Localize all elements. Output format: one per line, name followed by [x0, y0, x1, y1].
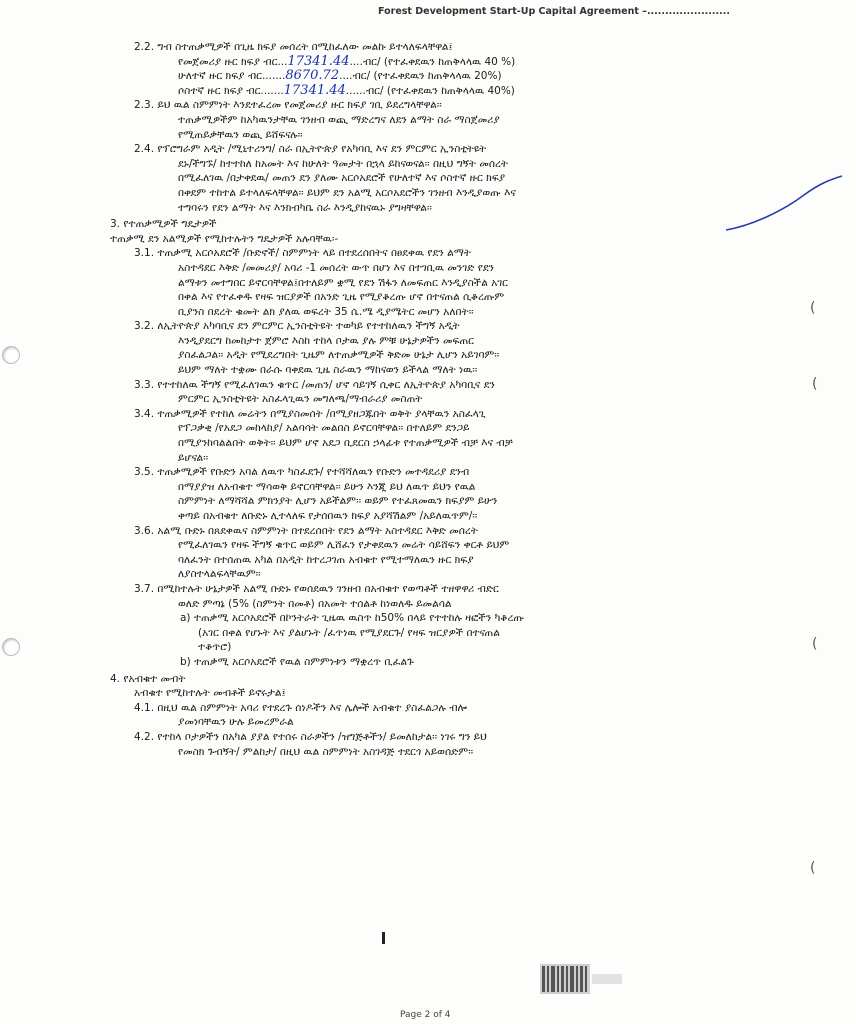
- page-header: Forest Development Start-Up Capital Agreement –.......................: [378, 6, 730, 17]
- payment-line-2: ሁለተኛ ዙር ክፍያ ብር.......8670.72....ብር/ (የተፈቀደዉን ከጠቅላላዉ 20%): [178, 69, 502, 84]
- text-line: ለያስተላልፍላቸዉም፡፡: [178, 568, 261, 581]
- text-line: ባለፈንት በተሰጠዉ አካል በአዲት ከተረጋገጠ አብቁተ የሚተማለዉን ዙር ክፍያ: [178, 553, 474, 566]
- text-line: 4.1. በዚህ ዉል ስምምነት አባሪ የተደረጉ ሰነዶችን እና ሌሎች አብቁተ ያስፈልጋሉ ብሎ: [134, 701, 468, 714]
- text-line: ደኑ/ችግኙ/ ከተተከለ ከአመት እና ከሁለት ዓመታት በኋላ ይከናወናል፡፡ በዚህ ግኝት መሰረት: [178, 157, 508, 170]
- text-line: የመስክ ጉብኝት/ ምልከታ/ በዚህ ዉል ስምምነት አስገዳጅ ተደርጎ አይወሰድም፡፡: [178, 745, 474, 758]
- text-line: ቀጣይ በአብቁተ ለቡድኑ ሊተላለፍ የታሰበዉን ክፍያ አያሻሽልም /አይለዉጥም/፡፡: [178, 510, 478, 522]
- text-line: የፕጋቃቂ /የአደጋ መከላከያ/ አልባሳት መልበስ ይኖርባቸዋል፡፡ በተለይም ደንጋይ: [178, 422, 470, 435]
- text-line: ያመነባቸዉን ሁሉ ይመረምራል: [178, 716, 294, 729]
- text-line: ተጠቃሚዎችም ከአካዉንታቸዉ ገንዘብ ወጪ ማድረግና ለደን ልማት ስራ ማስጀመሪያ: [178, 113, 500, 126]
- text-cursor-mark: [382, 932, 385, 944]
- text-line: በሚፈለገዉ /በታቀደዉ/ መጠን ደን ያለሙ አርሶአደሮች የሁለተኛ እና ሶስተኛ ዙር ክፍያ: [178, 172, 506, 185]
- handwritten-amount: 8670.72: [285, 69, 340, 84]
- text-line: (አገር በቀል የሆኑት እና ያልሆኑት /ፈጥነዉ የሚያደርጉ/ የዛፍ ዝርያዎች በተናጠል: [198, 626, 500, 639]
- text-line: 3.5. ተጠቃሚዎች የቡድን አባል ለዉጥ ካስፈደጉ/ የተሻሻለዉን የቡድን መተዳደሪያ ደንብ: [134, 466, 470, 479]
- barcode-stamp: [536, 960, 626, 1002]
- section-heading: 3. የተጠቃሚዎች ግዴታዎች: [110, 218, 217, 231]
- text-line: ምርምር ኢንስቲትዩት አስፈላጊዉን መግለጫ/ማብራሪያ መስጠት: [178, 393, 423, 406]
- text-line: በማያያዝ ለአብቁተ ማሳወቅ ይኖርባቸዋል፡፡ ይሁን እንጂ ይህ ለዉጥ ይህን የዉል: [178, 480, 476, 493]
- text-line: 3.4. ተጠቃሚዎች የተከለ መሬትን በሚያስመሰት /በሚያዘጋጁበት ወቅት ያላቸዉን አስፈላጊ: [134, 407, 486, 420]
- text-line: 4.2. የተከላ ቦታዎችን በአካል ያያል የተሰሩ ስራዎችን /ዝግጅቶችን/ ይመለከታል፡፡ ነገሩ ግን ይህ: [134, 730, 487, 743]
- document-body: [110, 40, 800, 759]
- text-line: 3.1. ተጠቃሚ አርሶአደሮች /ቡድኖች/ ስምምነት ላይ በተደረሰበትና በፀደቀዉ የደን ልማት: [134, 247, 471, 260]
- text-line: አብቁተ የሚከተሉት መብቶች ይኖሩታል፤: [134, 687, 286, 700]
- text-line: በቀደም ተከተል ይተላለፍላቸዋል፡፡ ይህም ደን አልሚ አርሶአደሮችን ገንዘብ እንዲያወጡ እና: [178, 186, 516, 199]
- margin-mark: (: [810, 860, 816, 876]
- text-line: 3.2. ለኢትዮጵያ አካባቢና ደን ምርምር ኢንስቲትዩት ተወካይ የተተከለዉን ችግኝ አዲት: [134, 320, 460, 333]
- text-line: እንዲያደርግ ከመከታተ ጀምሮ እስከ ተከላ ቦታዉ ያሉ ምቹ ሁኔታዎችን መፍጠር: [178, 334, 474, 347]
- text-line: ያስፈልጋል፡፡ አዲት የሚደረግበት ጊዜም ለተጠቃሚዎች ቅድመ ሁኔታ ሊሆን አይገባም፡፡: [178, 349, 500, 362]
- text-line: ተቆጥሮ): [198, 641, 232, 654]
- text-line: ቢያንስ በደረት ቁመት ልክ ያለዉ ወፍረት 35 ሴ.ሜ ዲያሜትር መሆን አለበት፡፡: [178, 305, 474, 318]
- list-item: b) ተጠቃሚ አርሶአደሮች የዉል ስምምነቱን ማቋረጥ ቢፈልጉ: [180, 655, 414, 668]
- text-line: የሚጠይቃቸዉን ወጪ ይሸፍናሉ፡፡: [178, 128, 303, 141]
- text-line: የሚፈለገዉን የዛፍ ችግኝ ቁጥር ወይም ሊሸፈን የታቀደዉን መሬት ሳይሸፍን ቀርቶ ይህም: [178, 539, 510, 552]
- text-line: ይህም ማለት ተቋሙ በራሱ ባቀደዉ ጊዜ ስራዉን ማከናወን ይችላል ማለት ነዉ፡፡: [178, 364, 478, 377]
- handwritten-amount: 17341.44: [287, 54, 350, 69]
- text-line: ልማቱን መተግበር ይኖርባቸዋል፤በተለይም ቋሚ የደን ሽፋን ለመፍጠር እንዲያስችል አገር: [178, 276, 508, 289]
- header-title: Forest Development Start-Up Capital Agreement –: [378, 6, 647, 17]
- text-line: ይሆናል፡፡: [178, 451, 209, 464]
- text-line: 3.6. አልሚ ቡድኑ በጸደቀዉና ስምምነት በተደረሰበት የደን ልማት አስተዳደር እቅድ መሰረት: [134, 524, 478, 537]
- text-line: ተጠቃሚ ደን አልሚዎች የሚከተሉትን ግዴታዎች አሉባቸዉ፡-: [110, 232, 339, 245]
- text-line: አስተዳደር እቅድ /መመሪያ/ አባሪ -1 መሰረት ውጥ በሆነ እና በተገቢዉ መንገድ የደን: [178, 261, 495, 274]
- text-line: 3.3. የተተከለዉ ችግኝ የሚፈለገዉን ቁጥር /መጠን/ ሆኖ ሳይገኝ ሲቀር ለኢትዮጵያ አካባቢና ደን: [134, 378, 495, 391]
- margin-mark: (: [812, 376, 818, 392]
- text-line: ስምምነት ለማሻሻል ምክንያት ሊሆን አይችልም፡፡ ወይም የተፈጸመዉን ክፍያም ይሁን: [178, 495, 498, 508]
- payment-line-1: የመጀመሪያ ዙር ክፍያ ብር...17341.44....ብር/ (የተፈቀደዉን ከጠቅላላዉ 40 %): [178, 54, 516, 69]
- payment-line-3: ሶስተኛ ዙር ክፍያ ብር.......17341.44......ብር/ (የተፈቀደዉን ከጠቅላላዉ 40%): [178, 83, 515, 98]
- list-item: a) ተጠቃሚ አርሶአደሮች በኮንትራት ጊዜዉ ዉስጥ ከ50% በላይ የተተከሉ ዛፎችን ካቆረጡ: [180, 612, 524, 625]
- text-line: 2.4. የፕሮግራም አዲት /ሚኒተሪንግ/ ስራ በኢትዮጵያ የአካባቢ እና ደን ምርምር ኢንስቲትዩት: [134, 143, 487, 156]
- punch-hole: [2, 346, 20, 364]
- punch-hole: [2, 638, 20, 656]
- page-number: Page 2 of 4: [400, 1010, 451, 1020]
- text-line: በቀል እና የተፈቀዱ የዛፍ ዝርያዎች በአንድ ጊዜ የሚያቆረጡ ሆኖ በተናጠል ሲቆረጡም: [178, 291, 505, 304]
- text-line: 3.7. በሚከተሉት ሁኔታዎች አልሚ ቡድኑ የወሰደዉን ገንዘብ በአብቁተ የወጣቶች ተዘዋዋሪ ብድር: [134, 582, 499, 595]
- text-line: በሚያንከባልልበት ወቅት፡፡ ይህም ሆኖ አደጋ ቢደርስ ኃላፊቱ የተጠቃሚዎች ብቻ እና ብቻ: [178, 437, 513, 450]
- section-heading: 4. የአብቁተ መብት: [110, 672, 186, 685]
- margin-mark: (: [812, 636, 818, 652]
- handwritten-amount: 17341.44: [283, 83, 346, 98]
- text-line: ወለድ ምጣኔ (5% (ስምንት በመቶ) በአመት ተሰልቶ ከነወለዱ ይመልሳል: [178, 597, 452, 610]
- text-line: 2.3. ይህ ዉል ስምምነት እንደተፈረመ የመጀመሪያ ዙር ክፍያ ገቢ ይደረግላቸዋል፡፡: [134, 99, 442, 112]
- text-line: ተግባሩን የደን ልማት እና እንክብካቤ ስራ እንዲያከናዉኑ ያግዛቸዋል፡፡: [178, 201, 432, 214]
- margin-mark: (: [810, 300, 816, 316]
- text-line: 2.2. ግብ ስተጠቃሚዎች በጊዜ ክፍያ መሰረት በሚከፈለው መልኩ ይተላለፍላቸዋል፤: [134, 41, 453, 53]
